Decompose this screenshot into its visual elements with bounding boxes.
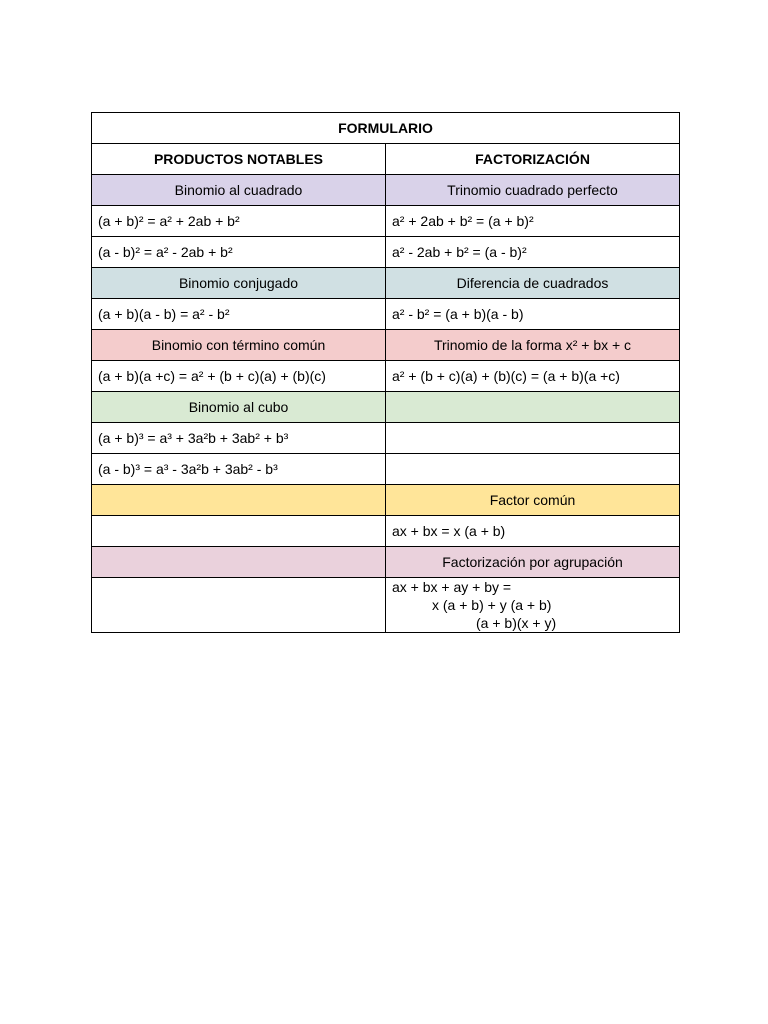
section-row <box>92 392 680 423</box>
section-factor-comun: Factor común <box>386 485 680 516</box>
section-empty <box>92 485 386 516</box>
section-empty <box>386 392 680 423</box>
section-binomio-cubo: Binomio al cubo <box>92 392 386 423</box>
section-diferencia-cuadrados: Diferencia de cuadrados <box>386 268 680 299</box>
section-row <box>92 547 680 578</box>
table-title-row <box>92 113 680 144</box>
formula-cell: (a + b)³ = a³ + 3a²b + 3ab² + b³ <box>92 423 386 454</box>
formula-line: (a + b)(x + y) <box>476 615 557 631</box>
table-row <box>92 237 680 268</box>
section-binomio-cuadrado: Binomio al cuadrado <box>92 175 386 206</box>
section-binomio-conjugado: Binomio conjugado <box>92 268 386 299</box>
formula-cell <box>92 516 386 547</box>
section-row <box>92 485 680 516</box>
table-header-row <box>92 144 680 175</box>
table-row <box>92 454 680 485</box>
formula-cell: (a - b)³ = a³ - 3a²b + 3ab² - b³ <box>92 454 386 485</box>
table-row <box>92 578 680 633</box>
formula-table <box>91 112 680 633</box>
table-row <box>92 206 680 237</box>
formula-cell: a² + (b + c)(a) + (b)(c) = (a + b)(a +c) <box>386 361 680 392</box>
section-empty <box>92 547 386 578</box>
formula-cell: (a + b)(a +c) = a² + (b + c)(a) + (b)(c) <box>92 361 386 392</box>
formula-line: ax + bx + ay + by = <box>392 579 512 595</box>
formula-cell: a² + 2ab + b² = (a + b)² <box>386 206 680 237</box>
header-factorizacion: FACTORIZACIÓN <box>386 144 680 175</box>
formula-cell: (a + b)(a - b) = a² - b² <box>92 299 386 330</box>
formula-cell-agrupacion <box>386 578 680 633</box>
table-row <box>92 299 680 330</box>
formula-cell <box>92 578 386 633</box>
section-row <box>92 268 680 299</box>
section-trinomio-forma: Trinomio de la forma x² + bx + c <box>386 330 680 361</box>
formula-cell: (a - b)² = a² - 2ab + b² <box>92 237 386 268</box>
header-productos-notables: PRODUCTOS NOTABLES <box>92 144 386 175</box>
section-row <box>92 175 680 206</box>
formula-cell: a² - 2ab + b² = (a - b)² <box>386 237 680 268</box>
table-title: FORMULARIO <box>92 113 680 144</box>
formula-cell <box>386 423 680 454</box>
formula-cell: (a + b)² = a² + 2ab + b² <box>92 206 386 237</box>
section-binomio-termino-comun: Binomio con término común <box>92 330 386 361</box>
section-factorizacion-agrupacion: Factorización por agrupación <box>386 547 680 578</box>
table-row <box>92 516 680 547</box>
table-row <box>92 361 680 392</box>
formula-line: x (a + b) + y (a + b) <box>432 597 552 613</box>
formula-cell <box>386 454 680 485</box>
formula-cell: a² - b² = (a + b)(a - b) <box>386 299 680 330</box>
section-trinomio-cuadrado-perfecto: Trinomio cuadrado perfecto <box>386 175 680 206</box>
section-row <box>92 330 680 361</box>
formula-cell: ax + bx = x (a + b) <box>386 516 680 547</box>
table-row <box>92 423 680 454</box>
